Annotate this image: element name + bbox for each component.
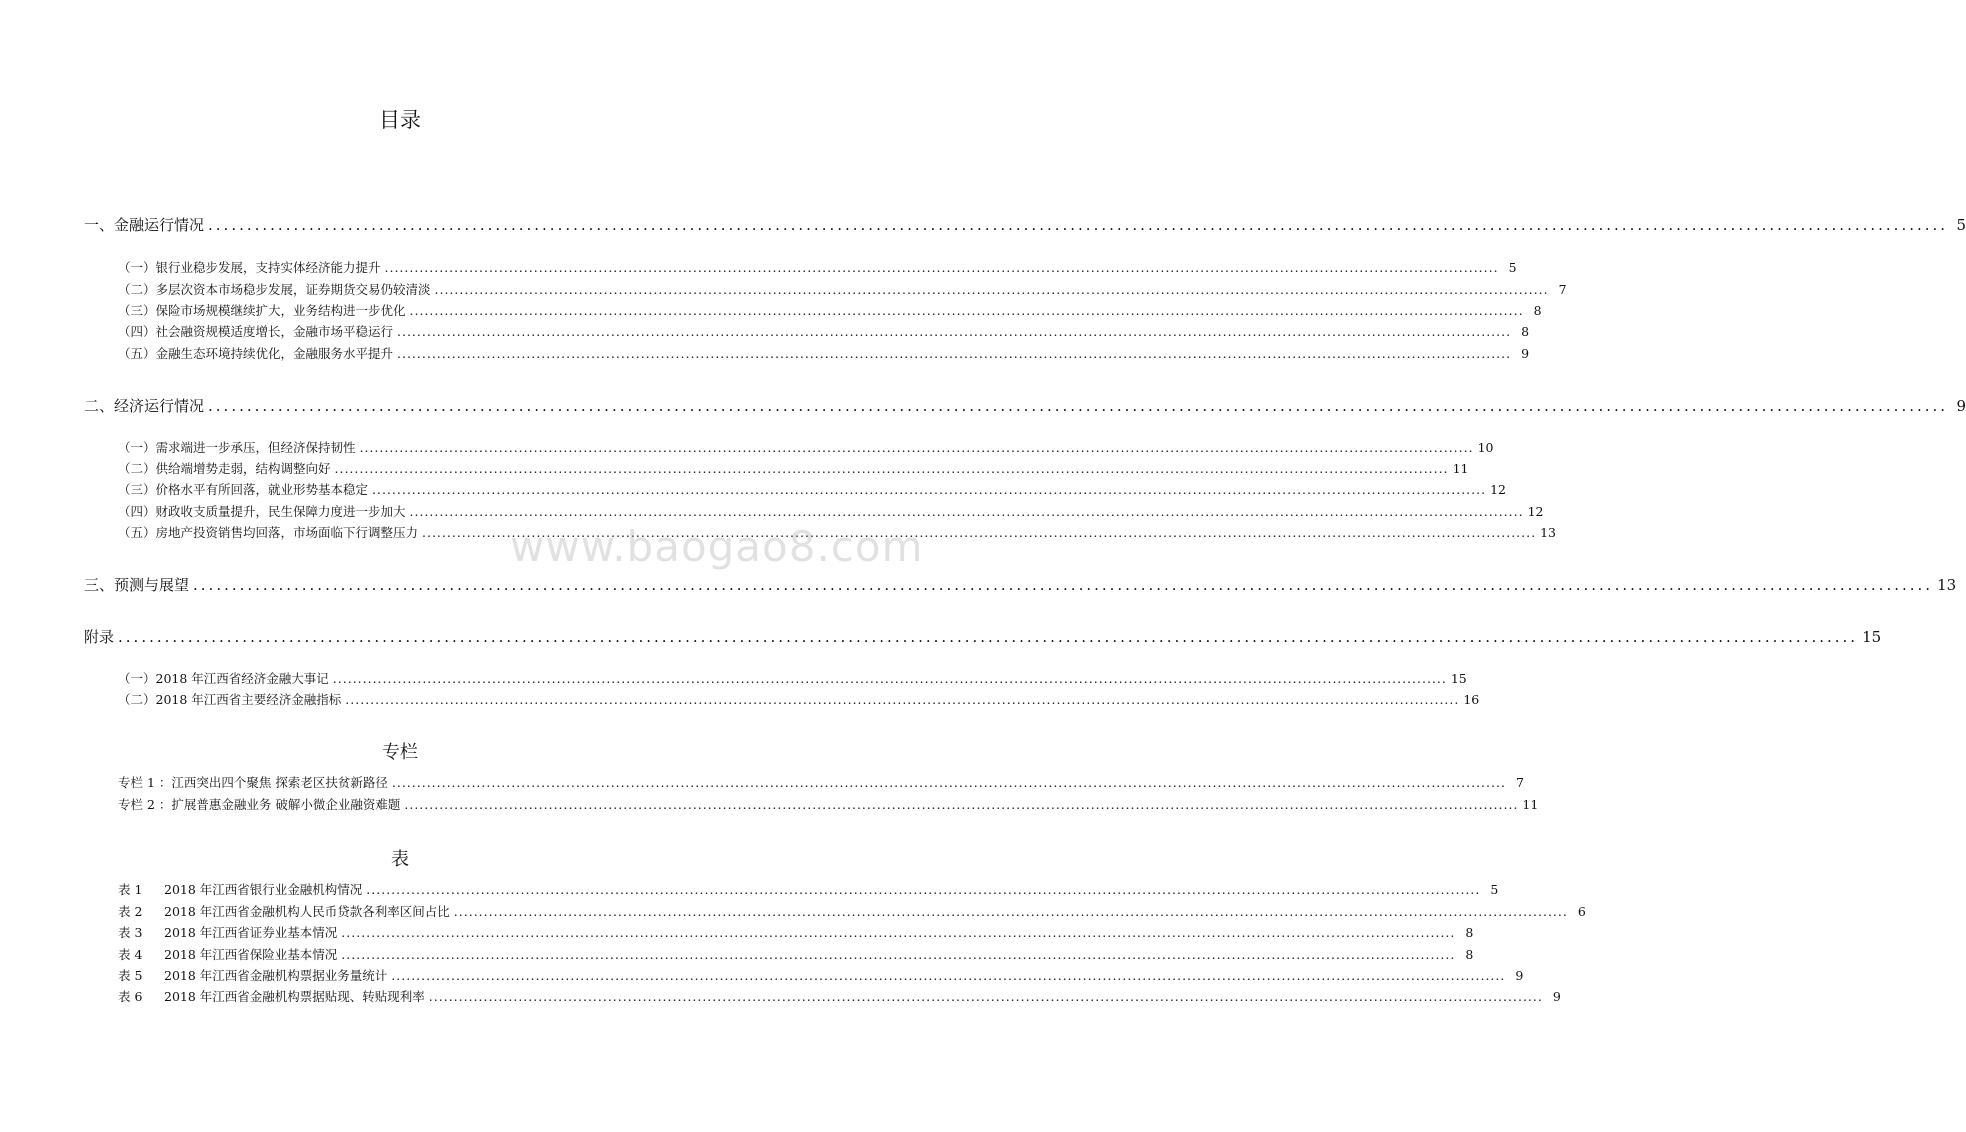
toc-item[interactable]	[118, 502, 1544, 520]
tables-heading: 表	[391, 849, 409, 870]
toc-page: 15	[1862, 628, 1882, 646]
toc-page: 5	[1490, 882, 1499, 897]
toc-label: （二）2018 年江西省主要经济金融指标	[118, 692, 342, 707]
leader-dots	[454, 904, 1568, 919]
toc-page: 12	[1527, 504, 1544, 519]
toc-page: 9	[1515, 968, 1524, 983]
toc-label	[118, 987, 425, 1005]
leader-dots	[333, 671, 1447, 686]
toc-label: （一）需求端进一步承压，但经济保持韧性	[118, 440, 356, 455]
leader-dots	[341, 925, 1455, 940]
toc-label	[118, 923, 337, 941]
toc-label	[118, 902, 450, 920]
table-title: 2018 年江西省金融机构人民币贷款各利率区间占比	[164, 904, 450, 919]
toc-page: 12	[1490, 482, 1506, 497]
toc-label: （二）供给端增势走弱，结构调整向好	[118, 461, 331, 476]
leader-dots	[422, 525, 1536, 540]
toc-page: 15	[1450, 671, 1467, 686]
toc-label: （三）价格水平有所回落，就业形势基本稳定	[118, 482, 369, 497]
table-number: 表 4	[118, 947, 143, 962]
leader-dots	[341, 947, 1455, 962]
table-number: 表 2	[118, 904, 143, 919]
leader-dots	[118, 628, 1858, 646]
toc-label	[118, 880, 362, 898]
toc-table-item[interactable]	[118, 966, 1524, 984]
toc-page: 8	[1521, 324, 1530, 339]
toc-item[interactable]	[118, 280, 1567, 298]
toc-page: 9	[1521, 346, 1530, 361]
toc-page: 13	[1937, 576, 1957, 594]
leader-dots	[392, 775, 1506, 790]
toc-page: 8	[1465, 947, 1474, 962]
toc-label	[118, 945, 337, 963]
toc-item[interactable]	[118, 669, 1467, 687]
toc-label: （四）财政收支质量提升，民生保障力度进一步加大	[118, 504, 406, 519]
toc-label: （五）金融生态环境持续优化，金融服务水平提升	[118, 346, 394, 361]
leader-dots	[435, 282, 1549, 297]
toc-label: （三）保险市场规模继续扩大，业务结构进一步优化	[118, 303, 406, 318]
leader-dots	[410, 504, 1524, 519]
toc-page: 13	[1540, 525, 1556, 540]
toc-section-1[interactable]	[84, 214, 1966, 235]
boxes-heading: 专栏	[382, 742, 418, 763]
toc-item[interactable]	[118, 690, 1480, 708]
toc-page: 7	[1558, 282, 1567, 297]
leader-dots	[208, 397, 1948, 415]
toc-page: 5	[1508, 260, 1517, 275]
table-title: 2018 年江西省证券业基本情况	[164, 925, 338, 940]
leader-dots	[385, 260, 1499, 275]
toc-label: 二、经济运行情况	[84, 397, 205, 415]
toc-page: 10	[1477, 440, 1494, 455]
toc-item[interactable]	[118, 480, 1506, 498]
toc-table-item[interactable]	[118, 923, 1474, 941]
table-number: 表 1	[118, 882, 143, 897]
toc-label: （二）多层次资本市场稳步发展，证券期货交易仍较清淡	[118, 282, 431, 297]
table-number: 表 6	[118, 989, 143, 1004]
toc-page: 6	[1577, 904, 1586, 919]
toc-table-item[interactable]	[118, 945, 1474, 963]
toc-label: 三、预测与展望	[84, 576, 190, 594]
toc-page: 9	[1956, 397, 1966, 415]
toc-table-item[interactable]	[118, 880, 1499, 898]
toc-section-3[interactable]	[84, 574, 1957, 595]
toc-item[interactable]	[118, 301, 1542, 319]
toc-page: 9	[1552, 989, 1561, 1004]
toc-section-appendix[interactable]	[84, 626, 1882, 647]
page-title: 目录	[379, 108, 421, 132]
leader-dots	[345, 692, 1459, 707]
toc-item[interactable]	[118, 459, 1469, 477]
leader-dots	[193, 576, 1933, 594]
leader-dots	[397, 324, 1511, 339]
toc-page: 8	[1465, 925, 1474, 940]
toc-page: 7	[1515, 775, 1524, 790]
leader-dots	[335, 461, 1449, 476]
toc-item[interactable]	[118, 322, 1530, 340]
leader-dots	[397, 346, 1511, 361]
leader-dots	[410, 303, 1524, 318]
table-title: 2018 年江西省保险业基本情况	[164, 947, 338, 962]
table-number: 表 5	[118, 968, 143, 983]
toc-label: 附录	[84, 628, 115, 646]
leader-dots	[360, 440, 1474, 455]
leader-dots	[404, 797, 1518, 812]
toc-item[interactable]	[118, 344, 1530, 362]
toc-page: 11	[1522, 797, 1539, 812]
toc-label: （一）2018 年江西省经济金融大事记	[118, 671, 329, 686]
toc-item[interactable]	[118, 523, 1556, 541]
toc-box-item[interactable]	[118, 773, 1524, 791]
toc-table-item[interactable]	[118, 902, 1586, 920]
toc-label: 专栏 2 ：扩展普惠金融业务 破解小微企业融资难题	[118, 797, 401, 812]
leader-dots	[208, 216, 1948, 234]
toc-section-2[interactable]	[84, 395, 1966, 416]
toc-label: 专栏 1 ：江西突出四个聚焦 探索老区扶贫新路径	[118, 775, 388, 790]
leader-dots	[391, 968, 1505, 983]
toc-item[interactable]	[118, 438, 1494, 456]
toc-page: 11	[1452, 461, 1469, 476]
watermark: www.baogao8.com	[510, 522, 924, 571]
leader-dots	[366, 882, 1480, 897]
toc-label: （四）社会融资规模适度增长，金融市场平稳运行	[118, 324, 394, 339]
toc-label: 一、金融运行情况	[84, 216, 205, 234]
toc-page: 5	[1956, 216, 1966, 234]
toc-label: （一）银行业稳步发展，支持实体经济能力提升	[118, 260, 381, 275]
toc-table-item[interactable]	[118, 987, 1561, 1005]
toc-page: 8	[1533, 303, 1542, 318]
toc-label	[118, 966, 387, 984]
table-title: 2018 年江西省金融机构票据贴现、转贴现利率	[164, 989, 425, 1004]
toc-box-item[interactable]	[118, 795, 1539, 813]
leader-dots	[429, 989, 1543, 1004]
toc-item[interactable]	[118, 258, 1517, 276]
table-title: 2018 年江西省银行业金融机构情况	[164, 882, 363, 897]
leader-dots	[372, 482, 1486, 497]
toc-page: 16	[1463, 692, 1480, 707]
table-number: 表 3	[118, 925, 143, 940]
toc-label: （五）房地产投资销售均回落，市场面临下行调整压力	[118, 525, 419, 540]
table-title: 2018 年江西省金融机构票据业务量统计	[164, 968, 388, 983]
